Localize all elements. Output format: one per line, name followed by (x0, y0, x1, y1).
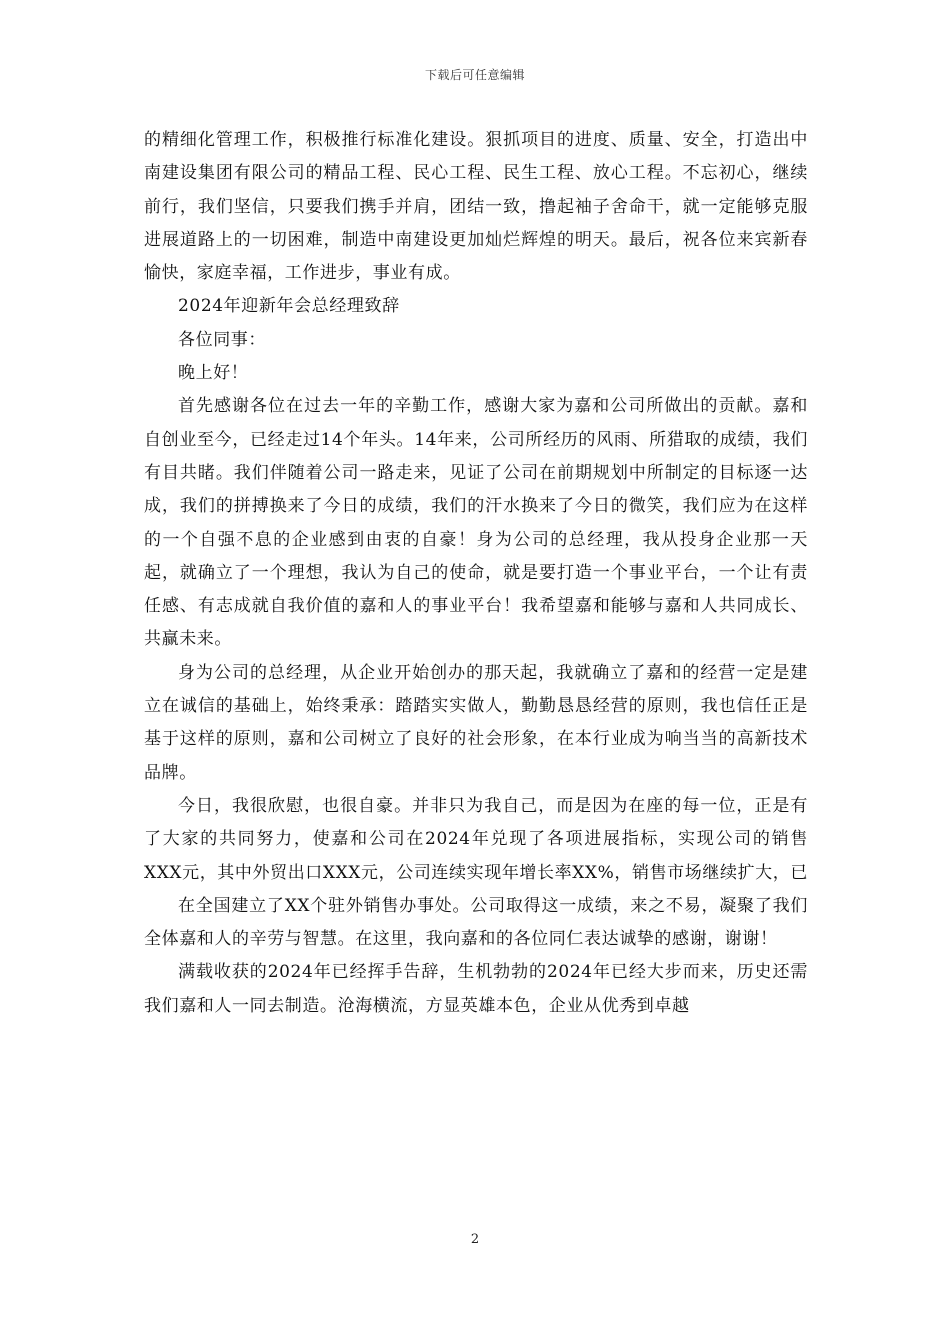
paragraph: 今日，我很欣慰，也很自豪。并非只为我自己，而是因为在座的每一位，正是有了大家的共同努力，使嘉和公司在2024年兑现了各项进展指标，实现公司的销售XXX元，其中外贸出口XXX元，公司连续实现年增长率XX%，销售市场继续扩大，已 (144, 795, 808, 883)
paragraph: 首先感谢各位在过去一年的辛勤工作，感谢大家为嘉和公司所做出的贡献。嘉和自创业至今，已经走过14个年头。14年来，公司所经历的风雨、所猎取的成绩，我们有目共睹。我们伴随着公司一路走来，见证了公司在前期规划中所制定的目标逐一达成，我们的拼搏换来了今日的成绩，我们的汗水换来了今日的微笑，我们应为在这样的一个自强不息的企业感到由衷的自豪！身为公司的总经理，我从投身企业那一天起，就确立了一个理想，我认为自己的使命，就是要打造一个事业平台，一个让有责任感、有志成就自我价值的嘉和人的事业平台！我希望嘉和能够与嘉和人共同成长、共赢未来。 (144, 396, 808, 650)
paragraph: 在全国建立了XX个驻外销售办事处。公司取得这一成绩，来之不易，凝聚了我们全体嘉和人的辛劳与智慧。在这里，我向嘉和的各位同仁表达诚挚的感谢，谢谢！ (144, 895, 808, 950)
paragraph-continuation: 的精细化管理工作，积极推行标准化建设。狠抓项目的进度、质量、安全，打造出中南建设集团有限公司的精品工程、民心工程、民生工程、放心工程。不忘初心，继续前行，我们坚信，只要我们携手并肩，团结一致，撸起袖子舍命干，就一定能够克服进展道路上的一切困难，制造中南建设更加灿烂辉煌的明天。最后，祝各位来宾新春愉快，家庭幸福，工作进步，事业有成。 (144, 130, 808, 284)
page-number: 2 (470, 1232, 480, 1247)
greeting: 晚上好！ (178, 363, 249, 384)
document-body (144, 124, 808, 1023)
paragraph: 身为公司的总经理，从企业开始创办的那天起，我就确立了嘉和的经营一定是建立在诚信的基础上，始终秉承：踏踏实实做人，勤勤恳恳经营的原则，我也信任正是基于这样的原则，嘉和公司树立了良好的社会形象，在本行业成为响当当的高新技术品牌。 (144, 662, 808, 783)
salutation: 各位同事： (178, 329, 266, 350)
paragraph: 满载收获的2024年已经挥手告辞，生机勃勃的2024年已经大步而来，历史还需我们嘉和人一同去制造。沧海横流，方显英雄本色，企业从优秀到卓越 (144, 962, 808, 1016)
speech-title: 2024年迎新年会总经理致辞 (178, 296, 400, 317)
page-header: 下载后可任意编辑 (424, 68, 525, 82)
